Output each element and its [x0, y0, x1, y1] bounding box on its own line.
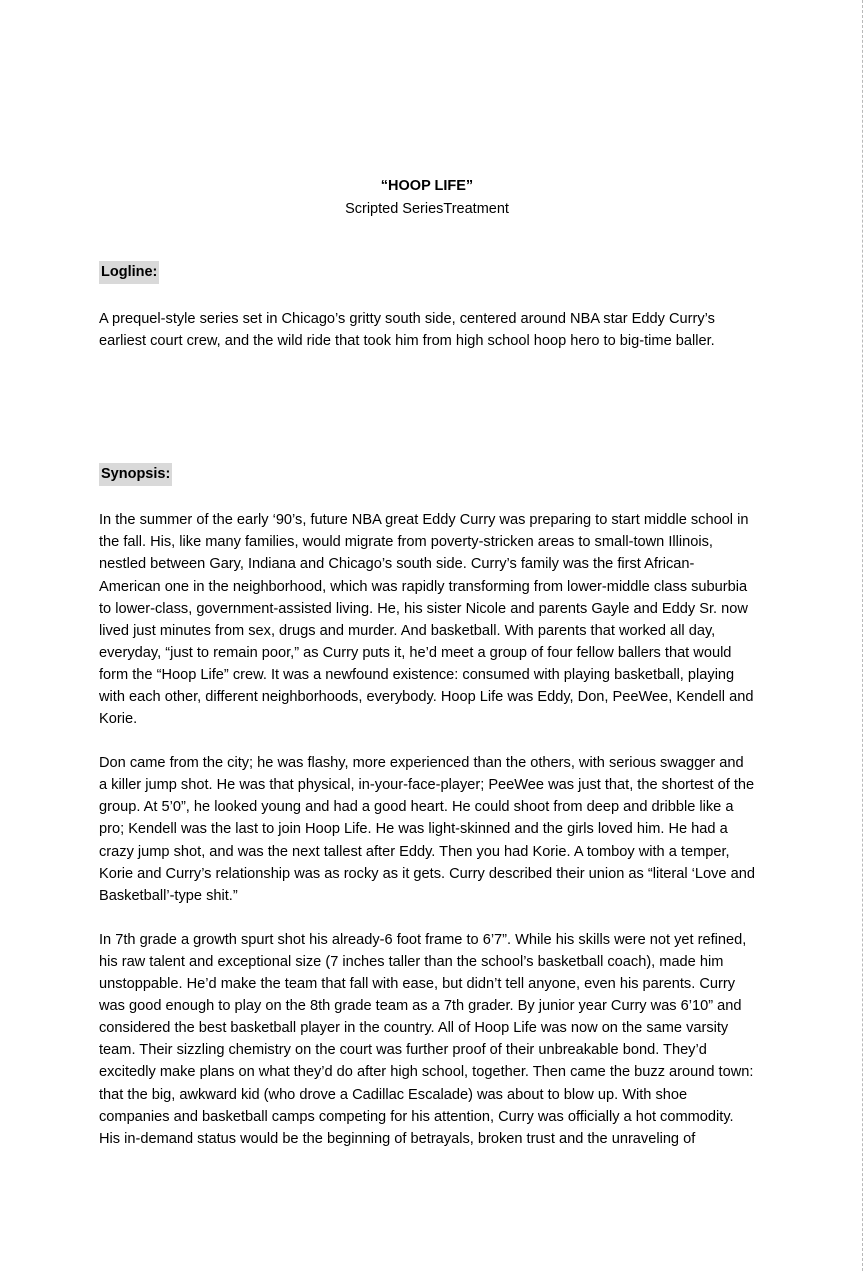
document-subtitle: Scripted SeriesTreatment [345, 201, 509, 218]
synopsis-paragraph-2: Don came from the city; he was flashy, more experienced than the others, with serious swagger and a killer jump shot. He was that physical, in-your-face-player; PeeWee was just that, the shortest of the group. At 5’0”, he looked young and had a good heart. He could shoot from deep and dribble like a pro; Kendell was the last to join Hoop Life. He was light-skinned and the girls loved him. He had a crazy jump shot, and was the next tallest after Eddy. Then you had Korie. A tomboy with a temper, Korie and Curry’s relationship was as rocky as it gets. Curry described their union as “literal ‘Love and Basketball’-type shit.” [99, 755, 755, 904]
document-title: “HOOP LIFE” [380, 178, 474, 194]
logline-body: A prequel-style series set in Chicago’s gritty south side, centered around NBA star Eddy Curry’s earliest court crew, and the wild ride that took him from high school hoop hero to big-time baller. [99, 311, 715, 350]
synopsis-heading: Synopsis: [99, 463, 172, 486]
synopsis-paragraph-1: In the summer of the early ‘90’s, future NBA great Eddy Curry was preparing to start middle school in the fall. His, like many families, would migrate from poverty-stricken areas to small-town Illinois, nestled between Gary, Indiana and Chicago’s south side. Curry’s family was the first African-American one in the neighborhood, which was rapidly transforming from lower-middle class suburbia to lower-class, government-assisted living. He, his sister Nicole and parents Gayle and Eddy Sr. now lived just minutes from sex, drugs and murder. And basketball. With parents that worked all day, everyday, “just to remain poor,” as Curry puts it, he’d meet a group of four fellow ballers that would form the “Hoop Life” crew. It was a newfound existence: consumed with playing basketball, playing with each other, different neighborhoods, everybody. Hoop Life was Eddy, Don, PeeWee, Kendell and Korie. [99, 512, 754, 728]
synopsis-paragraph-3: In 7th grade a growth spurt shot his already-6 foot frame to 6’7”. While his skills were not yet refined, his raw talent and exceptional size (7 inches taller than the school’s basketball coach), made him unstoppable. He’d make the team that fall with ease, but didn’t tell anyone, even his parents. Curry was good enough to play on the 8th grade team as a 7th grader. By junior year Curry was 6’10” and considered the best basketball player in the country. All of Hoop Life was now on the same varsity team. Their sizzling chemistry on the court was further proof of their unbreakable bond. They’d excitedly make plans on what they’d do after high school, together. Then came the buzz around town: that the big, awkward kid (who drove a Cadillac Escalade) was about to blow up. With shoe companies and basketball camps competing for his attention, Curry was officially a hot commodity. His in-demand status would be the beginning of betrayals, broken trust and the unraveling of [99, 931, 754, 1147]
synopsis-heading-wrap [99, 463, 755, 486]
logline-heading: Logline: [99, 261, 159, 284]
logline-heading-wrap [99, 261, 755, 284]
document-content [99, 176, 755, 1150]
